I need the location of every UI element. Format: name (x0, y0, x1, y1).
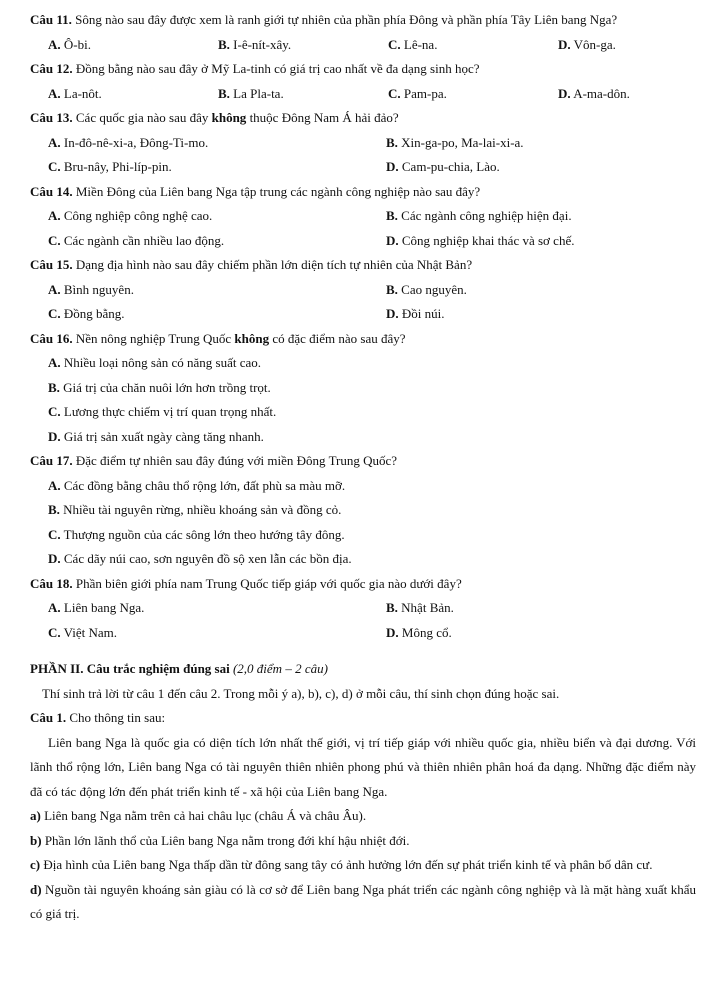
question-text: Sông nào sau đây được xem là ranh giới tự nhiên của phần phía Đông và phần phía Tây Liên bang Nga? (75, 12, 618, 27)
option-c: C. Đồng bằng. (48, 306, 125, 321)
question-text: Phần biên giới phía nam Trung Quốc tiếp giáp với quốc gia nào dưới đây? (75, 575, 462, 591)
question-number: Câu 11. (30, 12, 72, 27)
option-c: C. Thượng nguồn của các sông lớn theo hướng tây đông. (48, 526, 345, 542)
part-2-heading: PHẦN II. Câu trắc nghiệm đúng sai (2,0 điểm – 2 câu) (30, 661, 328, 676)
question-text: Đồng bằng nào sau đây ở Mỹ La-tinh có giá trị cao nhất về đa dạng sinh học? (75, 61, 480, 76)
option-a: A. Liên bang Nga. (48, 600, 145, 615)
option-b: B. Giá trị của chăn nuôi lớn hơn trồng trọt. (48, 379, 271, 395)
question-text: Miền Đông của Liên bang Nga tập trung các ngành công nghiệp nào sau đây? (75, 183, 481, 199)
option-a: A. In-đô-nê-xi-a, Đông-Ti-mo. (48, 134, 209, 150)
option-a: A. Các đồng bằng châu thổ rộng lớn, đất phù sa màu mỡ. (48, 477, 346, 493)
option-a: A. La-nôt. (48, 85, 102, 101)
option-d: D. Mông cổ. (386, 624, 452, 640)
option-d: D. Các dãy núi cao, sơn nguyên đồ sộ xen lẫn các bồn địa. (48, 551, 352, 566)
option-d: D. Đồi núi. (386, 306, 445, 321)
question-text: Dạng địa hình nào sau đây chiếm phần lớn diện tích tự nhiên của Nhật Bản? (75, 257, 473, 272)
option-a: A. Ô-bi. (48, 36, 91, 52)
option-b: B. Nhật Bản. (386, 600, 454, 615)
question-number: Câu 1. (30, 710, 67, 725)
question-number: Câu 15. (30, 257, 73, 272)
question-18 (30, 572, 696, 646)
statement-c: c) Địa hình của Liên bang Nga thấp dần từ đông sang tây có ảnh hưởng lớn đến sự phát triển kinh tế và phân bố dân cư. (30, 857, 653, 872)
part-2-question-1 (30, 706, 696, 731)
option-d: D. Giá trị sản xuất ngày càng tăng nhanh. (48, 428, 264, 444)
question-intro: Cho thông tin sau: (69, 710, 166, 725)
question-number: Câu 16. (30, 330, 73, 346)
option-b: B. Xin-ga-po, Ma-lai-xi-a. (386, 134, 524, 150)
option-d: D. Cam-pu-chia, Lào. (386, 159, 500, 174)
option-c: C. Lương thực chiếm vị trí quan trọng nhất. (48, 404, 277, 419)
option-a: A. Nhiều loại nông sản có năng suất cao. (48, 355, 262, 370)
option-b: B. La Pla-ta. (218, 85, 284, 101)
info-passage: Liên bang Nga là quốc gia có diện tích lớn nhất thế giới, vị trí tiếp giáp với nhiều quốc gia, nhiều biển và đại dương. Với lãnh thổ rộng lớn, Liên bang Nga có tài nguyên thiên nhiên phong phú và thiên nhiên phân hoá đa dạng. Những đặc điểm này đã có tác động lớn đến phát triển kinh tế - xã hội của Liên bang Nga. (30, 734, 696, 799)
option-c: C. Pam-pa. (388, 85, 447, 101)
statement-d: d) Nguồn tài nguyên khoáng sản giàu có là cơ sở để Liên bang Nga phát triển các ngành công nghiệp và là mặt hàng xuất khẩu có giá trị. (30, 881, 696, 921)
question-11 (30, 8, 696, 57)
question-12 (30, 57, 696, 106)
option-b: B. Nhiều tài nguyên rừng, nhiều khoáng sản và đồng cỏ. (48, 502, 342, 517)
question-text: Đặc điểm tự nhiên sau đây đúng với miền Đông Trung Quốc? (75, 453, 398, 468)
question-17 (30, 449, 696, 572)
option-b: B. Các ngành công nghiệp hiện đại. (386, 208, 572, 223)
option-d: D. A-ma-dôn. (558, 85, 630, 101)
statement-b: b) Phần lớn lãnh thổ của Liên bang Nga nằm trong đới khí hậu nhiệt đới. (30, 832, 410, 848)
option-c: C. Các ngành cần nhiều lao động. (48, 232, 225, 248)
option-d: D. Công nghiệp khai thác và sơ chế. (386, 232, 575, 248)
question-number: Câu 12. (30, 61, 73, 76)
question-16: Câu 16. Nền nông nghiệp Trung Quốc không có đặc điểm nào sau đây? A. Nhiều loại nông sản có năng suất cao. B. Giá trị của chăn nuôi lớn hơn trồng trọt. C. Lương thực chiếm vị trí quan trọng nhất. D. Giá trị sản xuất ngày càng tăng nhanh. (30, 327, 696, 450)
part-2-section (30, 657, 696, 927)
question-number: Câu 17. (30, 453, 73, 468)
question-number: Câu 13. (30, 110, 73, 125)
question-13: Câu 13. Các quốc gia nào sau đây không thuộc Đông Nam Á hải đảo? A. In-đô-nê-xi-a, Đông-Ti-mo. B. Xin-ga-po, Ma-lai-xi-a. C. Bru-nây, Phi-líp-pin. D. Cam-pu-chia, Lào. (30, 106, 696, 180)
statement-a: a) Liên bang Nga nằm trên cả hai châu lục (châu Á và châu Âu). (30, 808, 367, 823)
option-c: C. Việt Nam. (48, 624, 118, 640)
question-14 (30, 180, 696, 254)
option-a: A. Công nghiệp công nghệ cao. (48, 208, 213, 223)
question-number: Câu 14. (30, 183, 73, 199)
part-2-instruction: Thí sinh trả lời từ câu 1 đến câu 2. Trong mỗi ý a), b), c), d) ở mỗi câu, thí sinh chọn đúng hoặc sai. (42, 685, 560, 701)
option-b: B. Cao nguyên. (386, 281, 467, 297)
option-c: C. Bru-nây, Phi-líp-pin. (48, 159, 172, 174)
question-15 (30, 253, 696, 327)
option-c: C. Lê-na. (388, 36, 438, 52)
question-number: Câu 18. (30, 575, 73, 591)
option-b: B. I-ê-nít-xây. (218, 36, 292, 52)
option-a: A. Bình nguyên. (48, 281, 134, 297)
option-d: D. Vôn-ga. (558, 36, 616, 52)
